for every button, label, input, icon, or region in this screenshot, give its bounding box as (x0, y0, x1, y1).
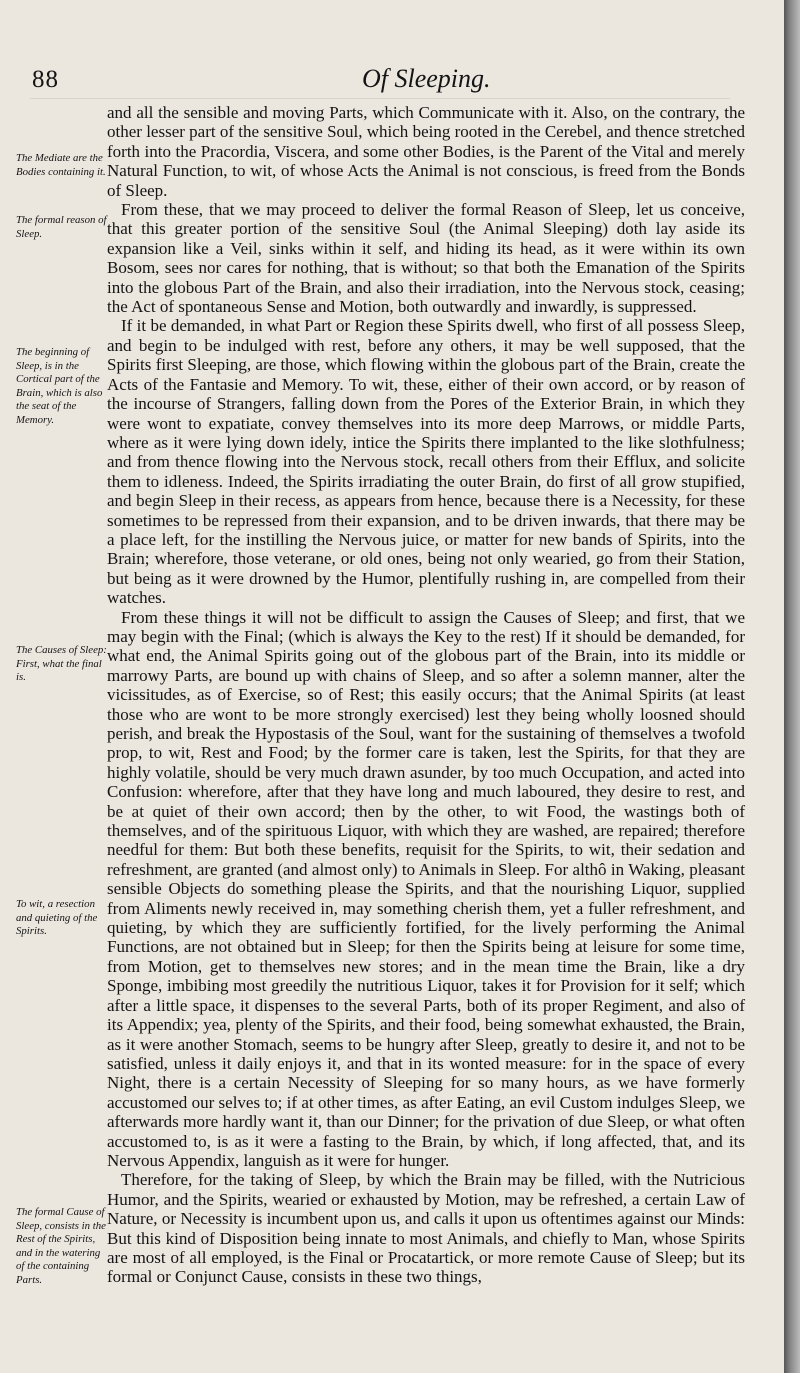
margin-note: To wit, a resection and quieting of the Spirits. (16, 898, 98, 938)
paragraph: If it be demanded, in what Part or Region these Spirits dwell, who first of all possess Sleep, and begin to be indulged with rest, before any others, it may be well supposed, that the Spirits first Sleeping, are those, which flowing within the globous part of the Brain, create the Acts of the Fantasie and Memory. To wit, these, either of their own accord, or by reason of the incourse of Strangers, falling down from the Pores of the Exterior Brain, in which they were wont to expatiate, convey themselves into its more deep Marrows, or middle Parts, where as it were lying down idely, intice the Spirits there implanted to the like slothfulness; and from thence flowing into the Nervous stock, recall others from their Efflux, and solicite them to idleness. Indeed, the Spirits irradiating the outer Brain, do first of all grow stupified, and begin Sleep in their recess, as appears from hence, because there is a Necessity, for these sometimes to be repressed from their expansion, and to be driven inwards, that there may be a place left, for the instilling the Nervous juice, or matter for new bands of Spirits, into the Brain; wherefore, those veterane, or old ones, being not only wearied, go from their Station, but being as it were drowned by the Humor, plentifully rushing in, are compelled from their watches. (107, 316, 745, 608)
paragraph: and all the sensible and moving Parts, which Communicate with it. Also, on the contrary, the other lesser part of the sensitive Soul, which being rooted in the Cerebel, and thence stretched forth into the Pracordia, Viscera, and some other Bodies, is the Parent of the Vital and merely Natural Function, to wit, of whose Acts the Animal is not conscious, is freed from the Bonds of Sleep. (107, 103, 745, 200)
margin-note: The Mediate are the Bodies containing it. (16, 152, 106, 178)
header-rule (30, 98, 730, 99)
paragraph: From these, that we may proceed to deliver the formal Reason of Sleep, let us conceive, that this greater portion of the sensitive Soul (the Animal Sleeping) doth lay aside its expansion like a Veil, sinks within it self, and hiding its head, as it were within its own Bosom, sees nor cares for nothing, that is without; so that both the Emanation of the Spirits into the globous Part of the Brain, and also their irradiation, into the Nervous stock, ceasing; the Act of spontaneous Sense and Motion, both outwardly and inwardly, is suppressed. (107, 200, 745, 317)
margin-note: The formal Cause of Sleep, consists in the Rest of the Spirits, and in the watering of the containing Parts. (16, 1206, 106, 1286)
paragraph: Therefore, for the taking of Sleep, by which the Brain may be filled, with the Nutricious Humor, and the Spirits, wearied or exhausted by Motion, may be refreshed, a certain Law of Nature, or Necessity is incumbent upon us, and calls it upon us oftentimes against our Minds: But this kind of Disposition being innate to most Animals, and chiefly to Man, whose Spirits are most of all employed, is the Final or Procatartick, or more remote Cause of Sleep; but its formal or Conjunct Cause, consists in these two things, (107, 1170, 745, 1287)
page-number: 88 (32, 66, 59, 93)
margin-note: The formal reason of Sleep. (16, 214, 107, 240)
paragraph: From these things it will not be difficult to assign the Causes of Sleep; and first, that we may begin with the Final; (which is always the Key to the rest) If it should be demanded, for what end, the Animal Spirits going out of the globous part of the Brain, into its middle or marrowy Parts, are bound up with chains of Sleep, and so after a solemn manner, alter the vicissitudes, as of Exercise, so of Rest; this easily occurs; that the Animal Spirits (at least those who are wont to be more strongly exercised) lest they being wholly loosned should perish, and break the Hypostasis of the Soul, want for the sustaining of themselves a twofold prop, to wit, Rest and Food; by the former care is taken, lest the Spirits, for that they are highly volatile, should be very much drawn asunder, by too much Occupation, and acted into Confusion: wherefore, after that they have long and much laboured, they desire to rest, and be at quiet of their own accord; then by the other, to wit Food, the wastings both of themselves, and of the spirituous Liquor, with which they are washed, are repaired; therefore needful for them: But both these benefits, requisit for the Spirits, to wit, their sedation and refreshment, are granted (and almost only) to Animals in Sleep. For althô in Waking, pleasant sensible Objects do something please the Spirits, and that the nourishing Liquor, supplied from Aliments newly received in, may something cherish them, yet a fuller refreshment, and quieting, by which they are sufficiently fortified, for the lively performing the Animal Functions, are not obtained but in Sleep; for then the Spirits being at leisure for some time, from Motion, get to themselves new stores; and in the mean time the Brain, like a dry Sponge, imbibing most greedily the nutritious Liquor, takes it for Provision for it self; which after a little space, it dispenses to the several Parts, both of its proper Regiment, and also of its Appendix; yea, plenty of the Spirits, and their food, being somewhat exhausted, the Brain, as it were another Stomach, seems to be hungry after Sleep, greatly to desire it, and not to be satisfied, unless it daily enjoys it, and that in its wonted measure: for in the space of every Night, there is a certain Necessity of Sleeping for so many hours, as we have formerly accustomed our selves to; if at other times, as after Eating, an evil Custom indulges Sleep, we afterwards more hardly want it, than our Dinner; for the privation of due Sleep, or what often accustomed to, is as it were a fasting to the Brain, by which, if long affected, that, and its Nervous Appendix, languish as it were for hunger. (107, 607, 745, 1170)
body-text (107, 103, 745, 1287)
margin-note: The Causes of Sleep: First, what the final is. (16, 644, 107, 684)
running-title: Of Sleeping. (362, 64, 491, 93)
page-edge-shadow (784, 0, 800, 1373)
page-header (32, 62, 747, 96)
margin-note: The beginning of Sleep, is in the Cortical part of the Brain, which is also the seat of the Memory. (16, 346, 103, 426)
